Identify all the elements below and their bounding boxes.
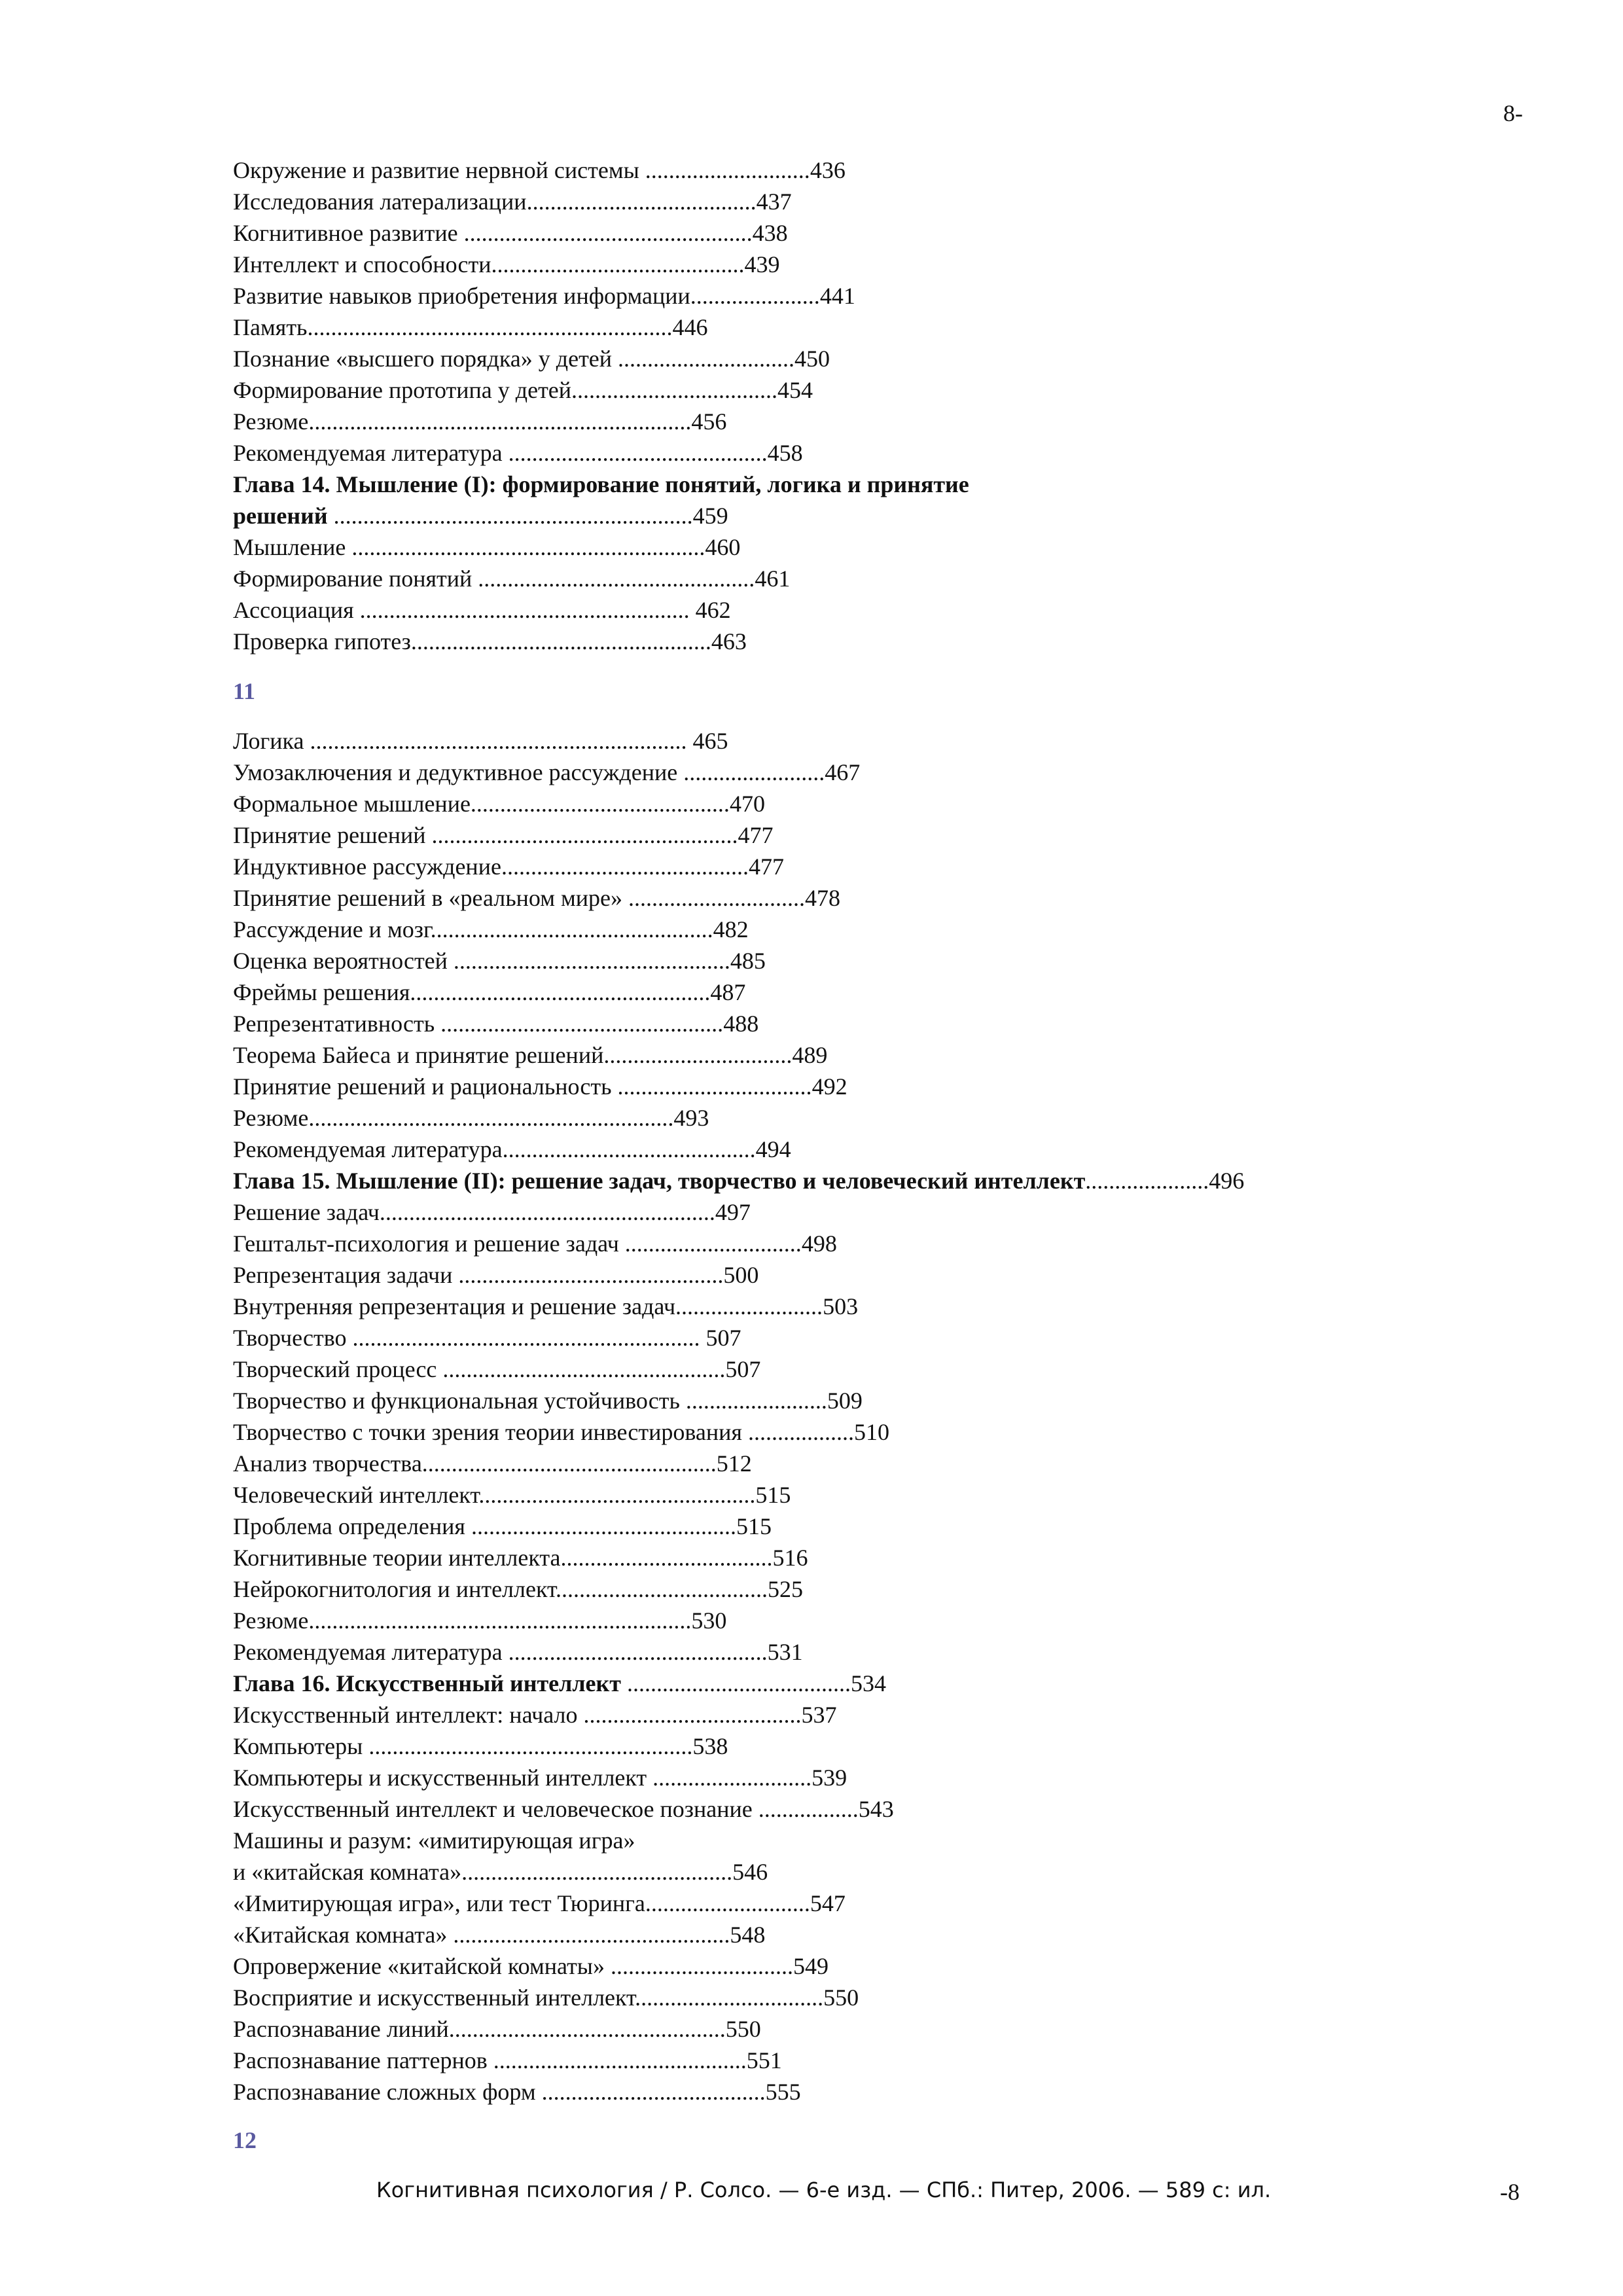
toc-entry xyxy=(233,1448,1476,1479)
toc-entry-title: Человеческий интеллект............................................... xyxy=(233,1482,756,1508)
toc-entry xyxy=(233,594,1476,626)
toc-entry-title: Формальное мышление............................................ xyxy=(233,791,730,817)
toc-entry-page: 525 xyxy=(768,1576,803,1602)
toc-entry-page: 510 xyxy=(853,1419,889,1445)
toc-entry-title: Принятие решений в «реальном мире» .............................. xyxy=(233,885,806,911)
toc-entry-title: Исследования латерализации....................................... xyxy=(233,188,757,215)
toc-entry xyxy=(233,2045,1476,2076)
toc-entry-page: 441 xyxy=(819,283,855,309)
toc-entry xyxy=(233,851,1476,882)
toc-entry xyxy=(233,280,1476,312)
toc-entry xyxy=(233,1573,1476,1605)
toc-entry-page: 515 xyxy=(736,1513,772,1539)
toc-entry-page: 537 xyxy=(801,1702,837,1728)
toc-entry-title: Резюме................................................................. xyxy=(233,408,692,435)
toc-entry-title: Интеллект и способности........................................... xyxy=(233,251,745,278)
toc-entry-title: Творчество и функциональная устойчивость ........................ xyxy=(233,1388,827,1414)
toc-entry-title: Глава 15. Мышление (II): решение задач, творчество и человеческий интеллект xyxy=(233,1168,1086,1194)
toc-entry-page: 437 xyxy=(756,188,792,215)
toc-entry xyxy=(233,437,1476,469)
toc-entry-title: Восприятие и искусственный интеллект................................ xyxy=(233,1984,824,2011)
toc-entry-page: 485 xyxy=(730,948,766,974)
toc-entry xyxy=(233,1888,1476,1919)
toc-entry-title: Рекомендуемая литература........................................... xyxy=(233,1136,756,1162)
toc-entry xyxy=(233,1071,1476,1102)
toc-entry xyxy=(233,1479,1476,1511)
toc-entry-page: 467 xyxy=(825,759,861,785)
toc-entry xyxy=(233,2013,1476,2045)
toc-entry xyxy=(233,154,1476,186)
toc-entry xyxy=(233,343,1476,374)
toc-entry xyxy=(233,1919,1476,1950)
toc-entry xyxy=(233,1699,1476,1731)
toc-entry-title: Творческий процесс ................................................ xyxy=(233,1356,726,1382)
toc-entry-title: Резюме................................................................. xyxy=(233,1607,692,1634)
toc-entry-page: 549 xyxy=(793,1953,829,1979)
toc-entry-page: 477 xyxy=(748,853,784,880)
toc-entry xyxy=(233,819,1476,851)
toc-entry-title: Распознавание паттернов ........................................... xyxy=(233,2047,747,2073)
toc-entry xyxy=(233,1102,1476,1134)
toc-chapter-heading xyxy=(233,1165,1476,1196)
toc-entry xyxy=(233,249,1476,280)
toc-entry-page: 450 xyxy=(794,346,830,372)
toc-entry xyxy=(233,1291,1476,1322)
toc-entry-title: Умозаключения и дедуктивное рассуждение ........................ xyxy=(233,759,825,785)
toc-entry xyxy=(233,725,1476,757)
toc-entry xyxy=(233,1731,1476,1762)
toc-entry-title: Искусственный интеллект и человеческое познание ................. xyxy=(233,1796,859,1822)
toc-entry-title: Оценка вероятностей ............................................... xyxy=(233,948,730,974)
toc-entry-title: Когнитивные теории интеллекта.................................... xyxy=(233,1545,773,1571)
toc-entry-title: Творчество с точки зрения теории инвестирования .................. xyxy=(233,1419,854,1445)
toc-entry-page: 548 xyxy=(730,1922,766,1948)
toc-entry-page: 543 xyxy=(858,1796,894,1822)
toc-chapter-heading xyxy=(233,1668,1476,1699)
toc-entry-page: 488 xyxy=(723,1011,759,1037)
page-marker-12: 12 xyxy=(233,2127,257,2153)
toc-entry-page: 551 xyxy=(746,2047,782,2073)
toc-entry-page: 461 xyxy=(755,565,791,592)
toc-entry xyxy=(233,186,1476,217)
toc-entry-page: 534 xyxy=(850,1670,886,1696)
toc-entry xyxy=(233,1950,1476,1982)
toc-entry-page: 497 xyxy=(715,1199,751,1225)
toc-entry-page: 494 xyxy=(755,1136,791,1162)
toc-entry-leader: ............................................................. xyxy=(327,503,693,529)
toc-entry-title: Внутренняя репрезентация и решение задач......................... xyxy=(233,1293,823,1319)
toc-entry-page: 465 xyxy=(692,728,728,754)
toc-entry-page: 550 xyxy=(823,1984,859,2011)
toc-entry-page: 515 xyxy=(755,1482,791,1508)
toc-entry-page: 512 xyxy=(716,1450,752,1477)
toc-entry-title: Логика ................................................................ xyxy=(233,728,693,754)
toc-entry-page: 500 xyxy=(723,1262,759,1288)
toc-entry xyxy=(233,1982,1476,2013)
toc-entry xyxy=(233,1542,1476,1573)
toc-entry-title: решений xyxy=(233,503,328,529)
page-number-bottom: -8 xyxy=(1500,2179,1520,2205)
toc-entry-page: 531 xyxy=(767,1639,803,1665)
toc-entry-page: 436 xyxy=(810,157,846,183)
toc-entry-title: Творчество ........................................................... xyxy=(233,1325,706,1351)
toc-entry-page: 439 xyxy=(744,251,780,278)
toc-entry-page: 489 xyxy=(792,1042,828,1068)
toc-entry-title: Компьютеры ....................................................... xyxy=(233,1733,693,1759)
toc-entry xyxy=(233,788,1476,819)
toc-entry-title: Опровержение «китайской комнаты» ............................... xyxy=(233,1953,793,1979)
toc-entry-title: Фреймы решения................................................... xyxy=(233,979,711,1005)
toc-entry xyxy=(233,312,1476,343)
toc-entry-page: 487 xyxy=(710,979,746,1005)
toc-entry-title: Распознавание сложных форм ...................................... xyxy=(233,2079,766,2105)
toc-entry-title: Теорема Байеса и принятие решений................................ xyxy=(233,1042,793,1068)
toc-entry-title: Решение задач......................................................... xyxy=(233,1199,715,1225)
toc-entry-page: 462 xyxy=(695,597,731,623)
toc-entry-title: Принятие решений и рациональность ................................. xyxy=(233,1073,812,1100)
toc-entry-title: и «китайская комната».............................................. xyxy=(233,1859,733,1885)
toc-entry-title: Машины и разум: «имитирующая игра» xyxy=(233,1827,635,1854)
toc-chapter-heading xyxy=(233,469,1476,500)
toc-entry xyxy=(233,1134,1476,1165)
toc-entry-title: Развитие навыков приобретения информации...................... xyxy=(233,283,820,309)
toc-entry xyxy=(233,1039,1476,1071)
toc-entry-page: 492 xyxy=(812,1073,847,1100)
toc-entry xyxy=(233,1793,1476,1825)
toc-entry-title: Индуктивное рассуждение.......................................... xyxy=(233,853,749,880)
toc-entry-page: 550 xyxy=(725,2016,761,2042)
toc-entry xyxy=(233,1322,1476,1354)
toc-entry-title: Формирование прототипа у детей................................... xyxy=(233,377,778,403)
toc-entry xyxy=(233,945,1476,977)
toc-entry xyxy=(233,1825,1476,1856)
toc-entry xyxy=(233,1636,1476,1668)
toc-entry-leader: ..................... xyxy=(1085,1168,1209,1194)
toc-entry xyxy=(233,977,1476,1008)
toc-entry-page: 530 xyxy=(691,1607,727,1634)
toc-entry-page: 446 xyxy=(672,314,708,340)
toc-entry-title: Память.............................................................. xyxy=(233,314,673,340)
toc-entry xyxy=(233,1511,1476,1542)
footer-citation: Когнитивная психология / Р. Солсо. — 6-е изд. — СПб.: Питер, 2006. — 589 с: ил. xyxy=(376,2178,1272,2202)
toc-entry-page: 498 xyxy=(801,1230,837,1257)
toc-entry-page: 493 xyxy=(673,1105,709,1131)
toc-entry-page: 509 xyxy=(827,1388,863,1414)
toc-entry xyxy=(233,1416,1476,1448)
toc-entry-title: Рекомендуемая литература ............................................ xyxy=(233,440,768,466)
toc-entry xyxy=(233,531,1476,563)
toc-entry-title: Когнитивное развитие ................................................. xyxy=(233,220,753,246)
toc-entry xyxy=(233,882,1476,914)
toc-entry-page: 546 xyxy=(732,1859,768,1885)
toc-entry-page: 470 xyxy=(729,791,765,817)
toc-entry xyxy=(233,2076,1476,2108)
toc-entry-title: «Китайская комната» ............................................... xyxy=(233,1922,730,1948)
toc-entry-title: Резюме.............................................................. xyxy=(233,1105,674,1131)
toc-entry xyxy=(233,563,1476,594)
toc-entry xyxy=(233,374,1476,406)
toc-entry-title: Познание «высшего порядка» у детей .............................. xyxy=(233,346,795,372)
toc-entry-page: 438 xyxy=(752,220,788,246)
page-number-top: 8- xyxy=(1503,100,1523,126)
toc-entry-page: 460 xyxy=(705,534,741,560)
toc-block-2 xyxy=(233,725,1476,2108)
toc-entry-page: 477 xyxy=(738,822,774,848)
toc-chapter-heading xyxy=(233,500,1476,531)
toc-entry-page: 547 xyxy=(810,1890,846,1916)
table-of-contents xyxy=(233,154,1476,2156)
toc-entry-page: 496 xyxy=(1209,1168,1245,1194)
toc-entry-page: 507 xyxy=(705,1325,741,1351)
toc-entry-title: Репрезентация задачи ............................................. xyxy=(233,1262,724,1288)
toc-entry-page: 454 xyxy=(777,377,813,403)
toc-entry-title: Гештальт-психология и решение задач .............................. xyxy=(233,1230,802,1257)
toc-entry-title: Проверка гипотез................................................... xyxy=(233,628,711,655)
toc-entry-page: 507 xyxy=(725,1356,761,1382)
toc-entry xyxy=(233,1259,1476,1291)
toc-entry-title: Компьютеры и искусственный интеллект ........................... xyxy=(233,1765,812,1791)
toc-entry-title: Глава 14. Мышление (I): формирование понятий, логика и принятие xyxy=(233,471,969,497)
toc-entry-title: Рекомендуемая литература ............................................ xyxy=(233,1639,768,1665)
toc-entry-page: 482 xyxy=(713,916,749,942)
toc-entry-page: 516 xyxy=(772,1545,808,1571)
toc-entry-page: 459 xyxy=(692,503,728,529)
toc-entry-title: Репрезентативность ................................................ xyxy=(233,1011,724,1037)
toc-entry xyxy=(233,1856,1476,1888)
toc-entry xyxy=(233,1354,1476,1385)
toc-entry-title: Ассоциация ........................................................ xyxy=(233,597,696,623)
toc-entry-title: Искусственный интеллект: начало ..................................... xyxy=(233,1702,802,1728)
toc-entry xyxy=(233,217,1476,249)
toc-block-1 xyxy=(233,154,1476,657)
toc-entry-page: 555 xyxy=(765,2079,801,2105)
toc-entry-page: 463 xyxy=(711,628,747,655)
toc-entry-title: Проблема определения ............................................. xyxy=(233,1513,736,1539)
toc-entry xyxy=(233,1605,1476,1636)
toc-entry-title: Принятие решений .................................................... xyxy=(233,822,738,848)
toc-entry xyxy=(233,1762,1476,1793)
toc-entry-title: Окружение и развитие нервной системы ............................ xyxy=(233,157,810,183)
toc-entry-page: 538 xyxy=(692,1733,728,1759)
toc-entry-title: Анализ творчества.................................................. xyxy=(233,1450,717,1477)
toc-entry-page: 456 xyxy=(691,408,727,435)
toc-entry xyxy=(233,1008,1476,1039)
toc-entry xyxy=(233,1196,1476,1228)
toc-entry-title: Распознавание линий............................................... xyxy=(233,2016,726,2042)
toc-entry-page: 503 xyxy=(823,1293,859,1319)
toc-entry-title: Мышление ............................................................ xyxy=(233,534,705,560)
toc-entry xyxy=(233,1228,1476,1259)
toc-entry-page: 458 xyxy=(767,440,803,466)
toc-entry-page: 478 xyxy=(805,885,841,911)
toc-entry xyxy=(233,1385,1476,1416)
toc-entry xyxy=(233,757,1476,788)
page-marker-11: 11 xyxy=(233,678,256,704)
toc-entry-leader: ...................................... xyxy=(620,1670,851,1696)
toc-entry-title: Формирование понятий ............................................... xyxy=(233,565,755,592)
toc-entry xyxy=(233,626,1476,657)
toc-entry xyxy=(233,406,1476,437)
toc-entry-title: Рассуждение и мозг................................................ xyxy=(233,916,713,942)
toc-entry-title: Глава 16. Искусственный интеллект xyxy=(233,1670,621,1696)
toc-entry-title: Нейрокогнитология и интеллект.................................... xyxy=(233,1576,768,1602)
toc-entry xyxy=(233,914,1476,945)
toc-entry-page: 539 xyxy=(812,1765,847,1791)
toc-entry-title: «Имитирующая игра», или тест Тюринга............................ xyxy=(233,1890,810,1916)
